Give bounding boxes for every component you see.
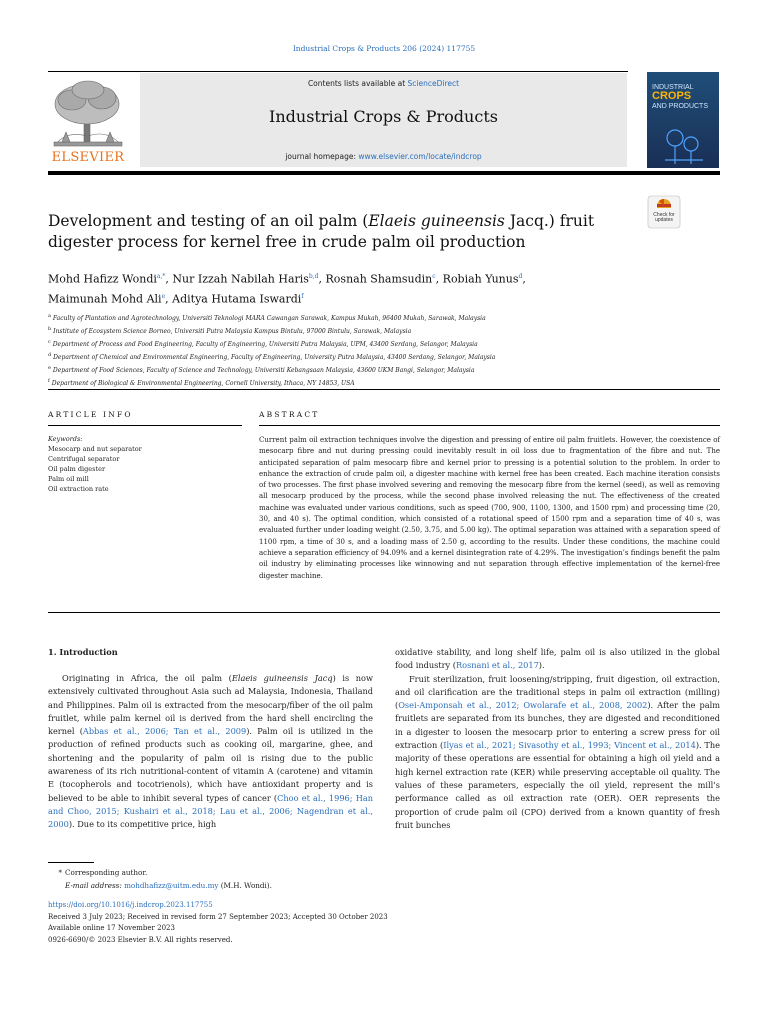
cover-line-1: INDUSTRIAL bbox=[652, 84, 694, 91]
affiliation bbox=[48, 324, 688, 337]
affiliation bbox=[48, 363, 688, 376]
affiliation-marker: d bbox=[48, 352, 52, 358]
author-list bbox=[48, 268, 688, 307]
keyword: Mesocarp and nut separator bbox=[48, 445, 142, 453]
abstract-rule bbox=[259, 425, 720, 426]
article-info-rule bbox=[48, 425, 242, 426]
section-heading-introduction: 1. Introduction bbox=[48, 647, 118, 657]
contents-line bbox=[140, 79, 627, 88]
cover-line-3: AND PRODUCTS bbox=[652, 103, 709, 110]
doi-link[interactable]: https://doi.org/10.1016/j.indcrop.2023.117755 bbox=[48, 901, 213, 909]
keyword: Centrifugal separator bbox=[48, 455, 120, 463]
italic-text: Elaeis guineensis Jacq bbox=[231, 673, 333, 683]
intro-paragraph bbox=[395, 646, 720, 673]
author-affiliation-marker[interactable]: f bbox=[301, 292, 304, 300]
text-run: ). After the palm fruitlets are separated from its bunches, they are digested and reconditioned in a digester to loosen the mesocarp prior to entering a screw press for oil extraction ( bbox=[395, 700, 720, 751]
title-part-2: Jacq.) fruit digester process for kernel free in crude palm oil production bbox=[48, 212, 595, 251]
citation-link[interactable]: Abbas et al., 2006; Tan et al., 2009 bbox=[82, 726, 247, 737]
text-run: ). Due to its competitive price, high bbox=[68, 819, 217, 830]
intro-left-column bbox=[48, 672, 373, 832]
author-name[interactable]: Aditya Hutama Iswardi bbox=[172, 292, 302, 306]
footnote-star: * bbox=[58, 868, 62, 877]
affiliation-marker: f bbox=[48, 378, 50, 384]
article-title bbox=[48, 211, 608, 253]
text-run: ). The majority of these operations are essential for obtaining a high oil yield and a high kernel extraction rate (KER) while preserving acceptable oil quality. The values of these parameters, especially the oil yield, represent the mill’s performance called as oil extraction rate (OER). OER represents the proportion of crude palm oil (CPO) derived from a known quantity of fresh fruit bunches bbox=[395, 740, 721, 830]
affiliation bbox=[48, 350, 688, 363]
intro-right-column bbox=[395, 646, 720, 832]
intro-paragraph bbox=[48, 672, 373, 832]
text-run: ) is now extensively cultivated throughout Asia such ad Malaysia, Indonesia, Thailand and Philippines. Palm oil is extracted from the mesocarp/fiber of the oil palm fruitlet, while palm kernel oil is derived from the hard shell encircling the kernel ( bbox=[48, 673, 373, 737]
affiliation-marker: e bbox=[48, 365, 51, 371]
author-name[interactable]: Robiah Yunus bbox=[442, 272, 519, 286]
affiliation bbox=[48, 376, 688, 389]
email-suffix: (M.H. Wondi). bbox=[218, 881, 272, 890]
affiliation-text: Faculty of Plantation and Agrotechnology, Universiti Teknologi MARA Cawangan Sarawak, Kampus Mukah, 96400 Mukah, Sarawak, Malaysia bbox=[52, 315, 486, 322]
affiliation-marker: a bbox=[48, 313, 51, 319]
text-run: ). bbox=[538, 660, 545, 671]
footnote-rule bbox=[48, 862, 94, 863]
author-separator: , bbox=[318, 272, 326, 286]
email-label: E-mail address: bbox=[65, 881, 125, 890]
keyword: Oil extraction rate bbox=[48, 485, 109, 493]
affiliation-marker: b bbox=[48, 326, 52, 332]
author-name[interactable]: Mohd Hafizz Wondi bbox=[48, 272, 157, 286]
affiliation-text: Department of Biological & Environmental Engineering, Cornell University, Ithaca, NY 14853, USA bbox=[51, 380, 355, 387]
author-name[interactable]: Rosnah Shamsudin bbox=[325, 272, 433, 286]
citation-link[interactable]: Choo et al., 1996; Han and Choo, 2015; Kushairi et al., 2018; Lau et al., 2006; Nagendran et al., 2000 bbox=[48, 792, 373, 830]
email-note bbox=[48, 879, 448, 892]
text-run: oxidative stability, and long shelf life, palm oil is also utilized in the global food industry ( bbox=[395, 647, 720, 671]
title-species: Elaeis guineensis bbox=[368, 212, 505, 230]
citation-link[interactable]: Osei-Amponsah et al., 2012; Owolarafe et al., 2008, 2002 bbox=[398, 700, 648, 711]
author-affiliation-marker[interactable]: a,* bbox=[156, 273, 166, 280]
affiliation-text: Department of Chemical and Environmental Engineering, Faculty of Engineering, University Putra Malaysia, 43400 Serdang, Selangor, Malaysia bbox=[53, 354, 496, 361]
citation-link[interactable]: Ilyas et al., 2021; Sivasothy et al., 1993; Vincent et al., 2014 bbox=[443, 740, 696, 751]
running-head[interactable]: Industrial Crops & Products 206 (2024) 117755 bbox=[292, 44, 476, 53]
abstract-heading: ABSTRACT bbox=[259, 410, 320, 419]
available-online: Available online 17 November 2023 bbox=[48, 924, 175, 932]
keyword: Palm oil mill bbox=[48, 475, 89, 483]
citation-link[interactable]: Rosnani et al., 2017 bbox=[455, 660, 539, 671]
title-part-1: Development and testing of an oil palm ( bbox=[48, 212, 369, 230]
author-affiliation-marker[interactable]: d bbox=[518, 273, 523, 280]
article-info-heading: ARTICLE INFO bbox=[48, 410, 133, 419]
intro-paragraph bbox=[395, 673, 720, 833]
homepage-prefix: journal homepage: bbox=[285, 152, 359, 161]
affiliation-text: Department of Food Sciences, Faculty of Science and Technology, Universiti Kebangsaan Malaysia, 43600 UKM Bangi, Selangor, Malaysia bbox=[52, 367, 475, 374]
author-name[interactable]: Nur Izzah Nabilah Haris bbox=[172, 272, 309, 286]
author-affiliation-marker[interactable]: e bbox=[161, 292, 166, 300]
keywords-label: Keywords: bbox=[48, 435, 83, 443]
cover-plant-graphic bbox=[655, 120, 713, 164]
abstract-bottom-rule bbox=[48, 612, 720, 613]
author-separator: , bbox=[522, 272, 526, 286]
journal-homepage-link[interactable]: www.elsevier.com/locate/indcrop bbox=[358, 152, 482, 161]
front-matter-rule bbox=[48, 389, 720, 390]
affiliation-text: Department of Process and Food Engineering, Faculty of Engineering, Universiti Putra Malaysia, UPM, 43400 Serdang, Selangor, Malaysia bbox=[52, 341, 478, 348]
contents-prefix: Contents lists available at bbox=[307, 79, 408, 88]
homepage-line bbox=[140, 152, 627, 161]
affiliation bbox=[48, 337, 688, 350]
author-affiliation-marker[interactable]: c bbox=[432, 273, 436, 280]
sciencedirect-link[interactable]: ScienceDirect bbox=[407, 79, 460, 88]
corresponding-author-note bbox=[48, 866, 448, 879]
received-dates: Received 3 July 2023; Received in revised form 27 September 2023; Accepted 30 October 2023 bbox=[48, 912, 388, 921]
publication-info bbox=[48, 900, 548, 946]
affiliation-text: Institute of Ecosystem Science Borneo, Universiti Putra Malaysia Kampus Bintulu, 97000 Bintulu, Sarawak, Malaysia bbox=[53, 328, 412, 335]
corresponding-label: Corresponding author. bbox=[65, 868, 148, 877]
keywords-block bbox=[48, 434, 242, 494]
masthead-top-rule bbox=[48, 71, 628, 72]
author-separator: , bbox=[165, 272, 173, 286]
author-separator: , bbox=[435, 272, 443, 286]
publisher-wordmark: ELSEVIER bbox=[51, 150, 125, 165]
text-run: Fruit sterilization, fruit loosening/stripping, fruit digestion, oil extraction, and oil clarification are the traditional steps in palm oil extraction (milling) ( bbox=[395, 673, 720, 711]
copyright: 0926-6690/© 2023 Elsevier B.V. All rights reserved. bbox=[48, 935, 233, 944]
abstract-text: Current palm oil extraction techniques involve the digestion and pressing of entire oil palm fruitlets. However, the coexistence of mesocarp fibre and nut during pressing could inevitably result in oil loss due to fragmentation of the fibre and nut. The anticipated separation of palm mesocarp fibre and kernel prior to pressing is a potential solution to the problem. In order to enhance the extraction of crude palm oil, a digester machine with kernel free has been created. Each machine iteration consists of two processes. The first phase involved severing and removing the mesocarp fibre from the kernel (seed), as well as removing all mesocarp produced by the process, while the second phase involved releasing the nut. The effectiveness of the created machine was evaluated under various conditions, such as speed (700, 900, 1100, 1300, and 1500 rpm) and processing time (20, 30, and 40 s). The optimal condition, which consisted of a rotational speed of 1500 rpm and a separation time of 40 s, was evaluated further under loading weight (2.50, 3.75, and 5.00 kg). The optimal separation was attained with a separation speed of 1100 rpm, a time of 30 s, and a loading mass of 2.50 g, according to the results. Under these conditions, the machine could achieve a separation efficiency of 94.09% and a kernel disintegration rate of 4.29%. The investigation’s findings benefit the palm oil industry by eliminating processes like winnowing and nut separation through effective implementation of the kernel-free digester machine. bbox=[259, 436, 720, 580]
email-link[interactable]: mohdhafizz@uitm.edu.my bbox=[124, 881, 219, 890]
text-run: ). Palm oil is utilized in the production of refined products such as cooking oil, margarine, ghee, and shortening and the popularity of palm oil is rising due to the public awareness of its rich nutritional-content of vitamin A (carotene) and vitamin E (tocopherols and tocotrienols), which have antioxidant property and is believed to be able to inhibit several types of cancer ( bbox=[48, 726, 373, 803]
author-separator: , bbox=[165, 292, 173, 306]
author-affiliation-marker[interactable]: b,d bbox=[308, 273, 319, 280]
footnotes bbox=[48, 866, 448, 892]
cover-line-2: CROPS bbox=[652, 90, 692, 102]
text-run: Originating in Africa, the oil palm ( bbox=[62, 673, 232, 683]
author-name[interactable]: Maimunah Mohd Ali bbox=[48, 292, 162, 306]
journal-name: Industrial Crops & Products bbox=[269, 107, 498, 126]
check-for-updates-label: Check for updates bbox=[653, 212, 675, 223]
keyword: Oil palm digester bbox=[48, 465, 106, 473]
affiliation bbox=[48, 311, 688, 324]
masthead-bottom-rule bbox=[48, 171, 720, 175]
affiliation-list bbox=[48, 311, 688, 389]
affiliation-marker: c bbox=[48, 339, 51, 345]
